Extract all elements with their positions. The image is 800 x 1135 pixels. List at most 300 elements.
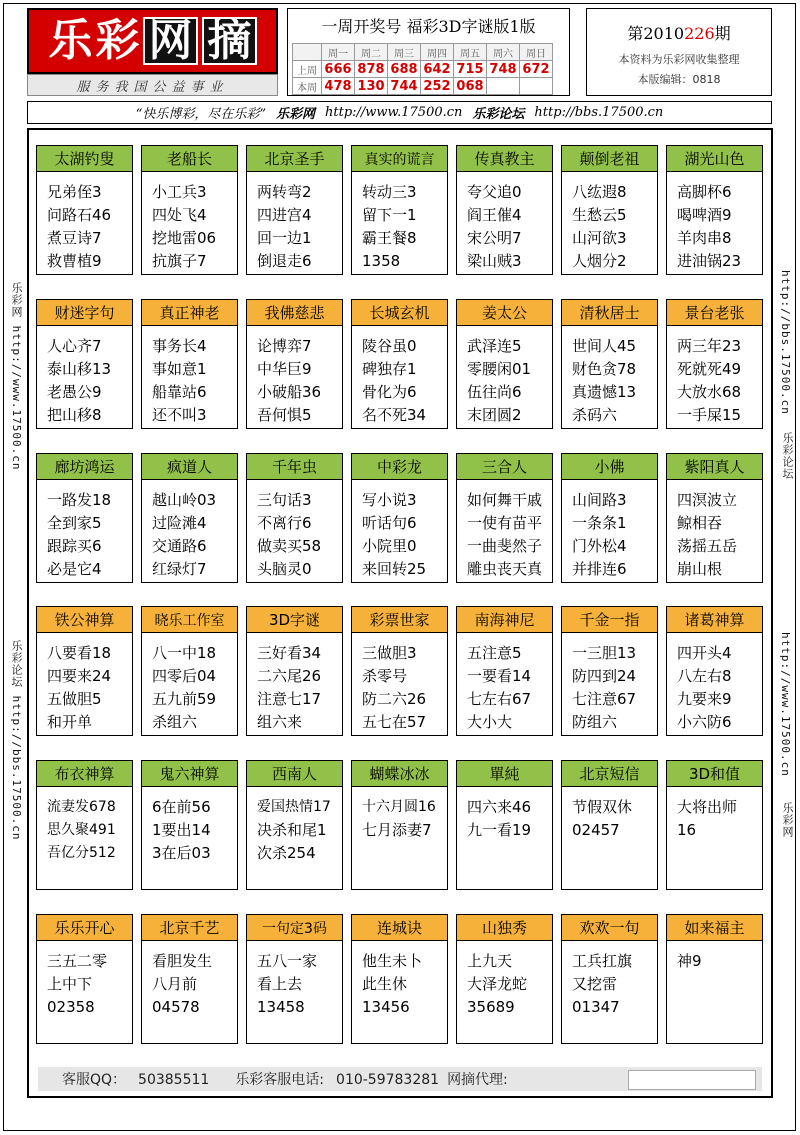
riddle-card-title: 千年虫 (246, 453, 343, 480)
riddle-line: 1要出14 (152, 821, 211, 839)
weekly-draw-box (287, 8, 570, 96)
riddle-line: 02358 (47, 998, 95, 1016)
riddle-line: 大泽龙蛇 (467, 975, 528, 993)
riddle-card-title: 颠倒老祖 (561, 145, 658, 172)
riddle-card (351, 145, 448, 275)
riddle-card (141, 760, 238, 890)
riddle-line: 八纮遐8 (572, 183, 627, 201)
riddle-card (666, 606, 763, 736)
riddle-line: 事务长4 (152, 337, 207, 355)
riddle-line: 高脚杯6 (677, 183, 732, 201)
riddle-card (666, 299, 763, 429)
riddle-card (666, 760, 763, 890)
riddle-line: 小破船36 (257, 383, 322, 401)
riddle-card-title: 西南人 (246, 760, 343, 787)
riddle-lines (47, 950, 130, 1019)
riddle-card-title: 真正神老 (141, 299, 238, 326)
riddle-lines (257, 489, 340, 581)
riddle-lines (572, 642, 655, 734)
riddle-line: 一要看14 (467, 667, 532, 685)
riddle-lines (257, 642, 340, 734)
riddle-line: 三好看34 (257, 644, 322, 662)
riddle-lines (677, 335, 760, 427)
draw-days-row (293, 44, 553, 61)
riddle-line: 一曲斐然子 (467, 537, 543, 555)
issue-editor: 本版编辑：0818 (637, 73, 721, 86)
riddle-card (561, 914, 658, 1044)
phone-label (223, 1069, 439, 1089)
draw-number (487, 78, 520, 95)
riddle-card (456, 299, 553, 429)
riddle-line: 七月添妻7 (362, 821, 432, 839)
riddle-line: 杀零号 (362, 667, 408, 685)
riddle-card-title: 疯道人 (141, 453, 238, 480)
riddle-line: 救曹植9 (47, 252, 102, 270)
right-side-forum-name: 乐彩论坛 (781, 432, 794, 480)
riddle-card (141, 299, 238, 429)
riddle-line: 来回转25 (362, 560, 427, 578)
riddle-card-title: 廊坊鸿运 (36, 453, 133, 480)
riddle-lines (362, 181, 445, 273)
riddle-card (246, 145, 343, 275)
riddle-card (246, 299, 343, 429)
riddle-line: 一使有苗平 (467, 514, 543, 532)
riddle-lines (572, 489, 655, 581)
draw-title: 一周开奖号 福彩3D字谜版1版 (321, 17, 536, 36)
riddle-lines (677, 642, 760, 734)
riddle-line: 把山移8 (47, 406, 102, 424)
right-side-forum-url: http://bbs.17500.cn (779, 270, 792, 415)
riddle-line: 名不死34 (362, 406, 427, 424)
draw-number: 478 (322, 78, 355, 95)
riddle-line: 3在后03 (152, 844, 211, 862)
draw-number: 744 (388, 78, 421, 95)
riddle-line: 杀组六 (152, 713, 198, 731)
riddle-line: 二六尾26 (257, 667, 322, 685)
riddle-line: 还不叫3 (152, 406, 207, 424)
riddle-line: 吾何惧5 (257, 406, 312, 424)
riddle-line: 节假双休 (572, 798, 633, 816)
riddle-line: 留下一1 (362, 206, 417, 224)
riddle-lines (572, 181, 655, 273)
riddle-lines (362, 642, 445, 734)
draw-number: 666 (322, 61, 355, 78)
riddle-card (351, 606, 448, 736)
riddle-line: 四开头4 (677, 644, 732, 662)
riddle-line: 霸王餐8 (362, 229, 417, 247)
banner-forum-url[interactable]: http://bbs.17500.cn (534, 105, 664, 120)
riddle-card (141, 145, 238, 275)
riddle-line: 和开单 (47, 713, 93, 731)
riddle-line: 五八一家 (257, 952, 318, 970)
riddle-line: 八要看18 (47, 644, 112, 662)
riddle-line: 宋公明7 (467, 229, 522, 247)
banner-quote: “快乐博彩，尽在乐彩” (135, 107, 266, 122)
riddle-line: 八月前 (152, 975, 198, 993)
riddle-line: 四零后04 (152, 667, 217, 685)
riddle-lines (152, 642, 235, 734)
riddle-line: 13456 (362, 998, 410, 1016)
riddle-line: 必是它4 (47, 560, 102, 578)
riddle-card-title: 布衣神算 (36, 760, 133, 787)
draw-number: 878 (355, 61, 388, 78)
riddle-card-title: 蝴蝶冰冰 (351, 760, 448, 787)
riddle-line: 陵谷虽0 (362, 337, 417, 355)
riddle-line: 死就死49 (677, 360, 742, 378)
draw-number: 642 (421, 61, 454, 78)
riddle-card-title: 三合人 (456, 453, 553, 480)
logo-slogan: 服务我国公益事业 (27, 74, 278, 96)
riddle-card-title: 北京千艺 (141, 914, 238, 941)
riddle-line: 此生休 (362, 975, 408, 993)
riddle-card-title: 姜太公 (456, 299, 553, 326)
riddle-card (141, 453, 238, 583)
riddle-card-title: 欢欢一句 (561, 914, 658, 941)
banner (27, 101, 772, 124)
riddle-card-title: 连城诀 (351, 914, 448, 941)
row-label: 上周 (293, 61, 322, 78)
riddle-lines (47, 642, 130, 734)
riddle-line: 小院里0 (362, 537, 417, 555)
riddle-card-title: 中彩龙 (351, 453, 448, 480)
day-header: 周二 (355, 44, 388, 61)
draw-number: 748 (487, 61, 520, 78)
qq-label (50, 1069, 209, 1089)
issue-value: 226 (684, 24, 715, 43)
riddle-line: 喝啤酒9 (677, 206, 732, 224)
phone-number: 010-59783281 (336, 1072, 440, 1088)
riddle-card-title: 千金一指 (561, 606, 658, 633)
riddle-card-title: 3D和值 (666, 760, 763, 787)
riddle-card-title: 乐乐开心 (36, 914, 133, 941)
riddle-line: 01347 (572, 998, 620, 1016)
riddle-line: 工兵扛旗 (572, 952, 633, 970)
riddle-line: 35689 (467, 998, 515, 1016)
riddle-line: 煮豆诗7 (47, 229, 102, 247)
riddle-lines (152, 335, 235, 427)
riddle-lines (467, 642, 550, 734)
riddle-card-title: 彩票世家 (351, 606, 448, 633)
riddle-card (456, 453, 553, 583)
riddle-lines (677, 489, 760, 581)
riddle-line: 一三胆13 (572, 644, 637, 662)
riddle-lines (362, 796, 445, 842)
riddle-card (456, 606, 553, 736)
left-side-site: 乐彩网 http://www.17500.cn (10, 282, 23, 471)
riddle-card (561, 453, 658, 583)
riddle-card-title: 北京圣手 (246, 145, 343, 172)
riddle-lines (47, 796, 130, 865)
riddle-line: 八一中18 (152, 644, 217, 662)
riddle-line: 三五二零 (47, 952, 108, 970)
riddle-card (246, 760, 343, 890)
draw-number: 130 (355, 78, 388, 95)
riddle-card (351, 760, 448, 890)
day-header: 周五 (454, 44, 487, 61)
riddle-line: 防四到24 (572, 667, 637, 685)
riddle-card (141, 606, 238, 736)
riddle-line: 五九前59 (152, 690, 217, 708)
draw-number: 715 (454, 61, 487, 78)
riddle-line: 如何舞干戚 (467, 491, 543, 509)
riddle-card-title: 财迷字句 (36, 299, 133, 326)
banner-site-name: 乐彩网 (275, 107, 315, 122)
riddle-lines (257, 181, 340, 273)
riddle-line: 进油锅23 (677, 252, 742, 270)
riddle-line: 上中下 (47, 975, 93, 993)
riddle-line: 大放水68 (677, 383, 742, 401)
riddle-lines (152, 181, 235, 273)
this-week-row (293, 78, 553, 95)
riddle-line: 并排连6 (572, 560, 627, 578)
riddle-line: 抗旗子7 (152, 252, 207, 270)
riddle-lines (47, 181, 130, 273)
qq-label-text: 客服QQ： (62, 1072, 127, 1088)
riddle-line: 过险滩4 (152, 514, 207, 532)
right-side-site-url: http://www.17500.cn (779, 632, 792, 777)
row-label: 本周 (293, 78, 322, 95)
qq-number: 50385511 (138, 1072, 210, 1088)
riddle-line: 雕虫丧天真 (467, 560, 543, 578)
day-header: 周一 (322, 44, 355, 61)
phone-label-text: 乐彩客服电话: (235, 1072, 325, 1088)
riddle-card (246, 606, 343, 736)
riddle-lines (572, 796, 655, 842)
riddle-line: 两三年23 (677, 337, 742, 355)
riddle-line: 阎王催4 (467, 206, 522, 224)
riddle-line: 人心齐7 (47, 337, 102, 355)
riddle-card (666, 453, 763, 583)
riddle-line: 一手屎15 (677, 406, 742, 424)
riddle-card (351, 914, 448, 1044)
riddle-line: 伍往尚6 (467, 383, 522, 401)
riddle-line: 越山岭03 (152, 491, 217, 509)
riddle-line: 人烟分2 (572, 252, 627, 270)
riddle-line: 中华巨9 (257, 360, 312, 378)
riddle-line: 看上去 (257, 975, 303, 993)
riddle-card (36, 760, 133, 890)
draw-number: 688 (388, 61, 421, 78)
riddle-lines (362, 335, 445, 427)
riddle-line: 听话句6 (362, 514, 417, 532)
riddle-line: 头脑灵0 (257, 560, 312, 578)
riddle-line: 神9 (677, 952, 702, 970)
day-header: 周六 (487, 44, 520, 61)
riddle-line: 零腰闲01 (467, 360, 532, 378)
riddle-line: 四处飞4 (152, 206, 207, 224)
riddle-line: 五注意5 (467, 644, 522, 662)
riddle-lines (257, 335, 340, 427)
riddle-line: 论博弈7 (257, 337, 312, 355)
day-header: 周日 (520, 44, 553, 61)
draw-table (292, 43, 553, 95)
riddle-line: 13458 (257, 998, 305, 1016)
riddle-lines (467, 181, 550, 273)
riddle-card (666, 914, 763, 1044)
issue-note: 本资料为乐彩网收集整理 (618, 53, 740, 66)
draw-number: 672 (520, 61, 553, 78)
logo-char: 乐 (48, 15, 92, 66)
riddle-lines (47, 489, 130, 581)
riddle-line: 山间路3 (572, 491, 627, 509)
agent-blank-box (628, 1070, 756, 1090)
riddle-lines (677, 950, 760, 973)
riddle-line: 四溟波立 (677, 491, 738, 509)
riddle-line: 夸父追0 (467, 183, 522, 201)
riddle-lines (677, 181, 760, 273)
riddle-card (561, 299, 658, 429)
draw-number: 068 (454, 78, 487, 95)
riddle-line: 交通路6 (152, 537, 207, 555)
riddle-card-title: 一句定3码 (246, 914, 343, 941)
riddle-lines (257, 796, 340, 865)
riddle-line: 爱国热情17 (257, 799, 331, 815)
riddle-card-title: 鬼六神算 (141, 760, 238, 787)
riddle-line: 兄弟侄3 (47, 183, 102, 201)
riddle-lines (467, 796, 550, 842)
riddle-lines (572, 335, 655, 427)
riddle-line: 三句话3 (257, 491, 312, 509)
riddle-card-title: 我佛慈悲 (246, 299, 343, 326)
riddle-line: 小六防6 (677, 713, 732, 731)
riddle-line: 杀码六 (572, 406, 618, 424)
riddle-line: 看胆发生 (152, 952, 213, 970)
riddle-line: 小工兵3 (152, 183, 207, 201)
riddle-line: 转动三3 (362, 183, 417, 201)
riddle-card-title: 真实的谎言 (351, 145, 448, 172)
riddle-card-title: 老船长 (141, 145, 238, 172)
riddle-line: 五七在57 (362, 713, 427, 731)
riddle-line: 九一看19 (467, 821, 532, 839)
riddle-lines (467, 489, 550, 581)
riddle-line: 三做胆3 (362, 644, 417, 662)
riddle-line: 大小大 (467, 713, 513, 731)
riddle-card-title: 晓乐工作室 (141, 606, 238, 633)
riddle-lines (152, 796, 235, 865)
riddle-card-title: 山独秀 (456, 914, 553, 941)
riddle-lines (467, 335, 550, 427)
banner-site-url[interactable]: http://www.17500.cn (325, 105, 463, 120)
riddle-card-title: 紫阳真人 (666, 453, 763, 480)
issue-suffix: 期 (714, 24, 731, 43)
riddle-line: 一路发18 (47, 491, 112, 509)
last-week-row (293, 61, 553, 78)
riddle-line: 跟踪买6 (47, 537, 102, 555)
riddle-card-title: 小佛 (561, 453, 658, 480)
riddle-line: 生愁云5 (572, 206, 627, 224)
day-header: 周四 (421, 44, 454, 61)
riddle-line: 两转弯2 (257, 183, 312, 201)
riddle-line: 碑独存1 (362, 360, 417, 378)
riddle-line: 挖地雷06 (152, 229, 217, 247)
riddle-card-title: 如来福主 (666, 914, 763, 941)
riddle-line: 船靠站6 (152, 383, 207, 401)
riddle-line: 四要来24 (47, 667, 112, 685)
riddle-card (141, 914, 238, 1044)
draw-number (520, 78, 553, 95)
logo-char: 网 (143, 17, 198, 65)
riddle-line: 次杀254 (257, 844, 316, 862)
riddle-lines (47, 335, 130, 427)
riddle-card (351, 299, 448, 429)
riddle-line: 世间人45 (572, 337, 637, 355)
riddle-card-title: 3D字谜 (246, 606, 343, 633)
riddle-grid (27, 128, 773, 1098)
riddle-line: 八左右8 (677, 667, 732, 685)
riddle-line: 组六来 (257, 713, 303, 731)
riddle-card-title: 传真教主 (456, 145, 553, 172)
riddle-line: 流妻发678 (47, 799, 116, 815)
riddle-card (456, 760, 553, 890)
riddle-line: 回一边1 (257, 229, 312, 247)
riddle-card (561, 760, 658, 890)
riddle-card (36, 606, 133, 736)
riddle-card (561, 606, 658, 736)
riddle-line: 一条条1 (572, 514, 627, 532)
riddle-line: 四六来46 (467, 798, 532, 816)
riddle-card-title: 铁公神算 (36, 606, 133, 633)
logo-char: 摘 (202, 17, 257, 65)
riddle-card-title: 清秋居士 (561, 299, 658, 326)
riddle-card (561, 145, 658, 275)
banner-forum-name: 乐彩论坛 (472, 107, 525, 122)
riddle-line: 注意七17 (257, 690, 322, 708)
riddle-card (36, 914, 133, 1044)
riddle-line: 荡摇五岳 (677, 537, 738, 555)
riddle-card-title: 诸葛神算 (666, 606, 763, 633)
riddle-line: 吾亿分512 (47, 845, 116, 861)
riddle-line: 十六月圆16 (362, 799, 436, 815)
riddle-line: 防组六 (572, 713, 618, 731)
issue-number (587, 21, 771, 44)
riddle-line: 山河欲3 (572, 229, 627, 247)
site-logo[interactable] (27, 8, 278, 74)
riddle-line: 思久聚491 (47, 822, 116, 838)
riddle-line: 04578 (152, 998, 200, 1016)
agent-label: 网摘代理: (447, 1072, 508, 1088)
riddle-line: 梁山贼3 (467, 252, 522, 270)
riddle-card (36, 453, 133, 583)
riddle-line: 02457 (572, 821, 620, 839)
riddle-card-title: 景台老张 (666, 299, 763, 326)
riddle-line: 写小说3 (362, 491, 417, 509)
issue-prefix: 第2010 (627, 24, 685, 43)
riddle-lines (152, 950, 235, 1019)
riddle-line: 武泽连5 (467, 337, 522, 355)
riddle-lines (677, 796, 760, 842)
riddle-line: 四进宫4 (257, 206, 312, 224)
riddle-line: 羊肉串8 (677, 229, 732, 247)
riddle-line: 16 (677, 821, 697, 839)
riddle-lines (362, 950, 445, 1019)
riddle-line: 鲸相吞 (677, 514, 723, 532)
riddle-card (456, 145, 553, 275)
riddle-card-title: 南海神尼 (456, 606, 553, 633)
riddle-card-title: 长城玄机 (351, 299, 448, 326)
logo-char: 彩 (95, 15, 139, 66)
corner-cell (293, 44, 322, 61)
riddle-lines (467, 950, 550, 1019)
riddle-line: 1358 (362, 252, 401, 270)
riddle-line: 财色贪78 (572, 360, 637, 378)
riddle-line: 五做胆5 (47, 690, 102, 708)
riddle-card (456, 914, 553, 1044)
riddle-line: 骨化为6 (362, 383, 417, 401)
riddle-line: 七左右67 (467, 690, 532, 708)
issue-box (586, 8, 772, 96)
riddle-line: 真遗憾13 (572, 383, 637, 401)
riddle-line: 不离行6 (257, 514, 312, 532)
